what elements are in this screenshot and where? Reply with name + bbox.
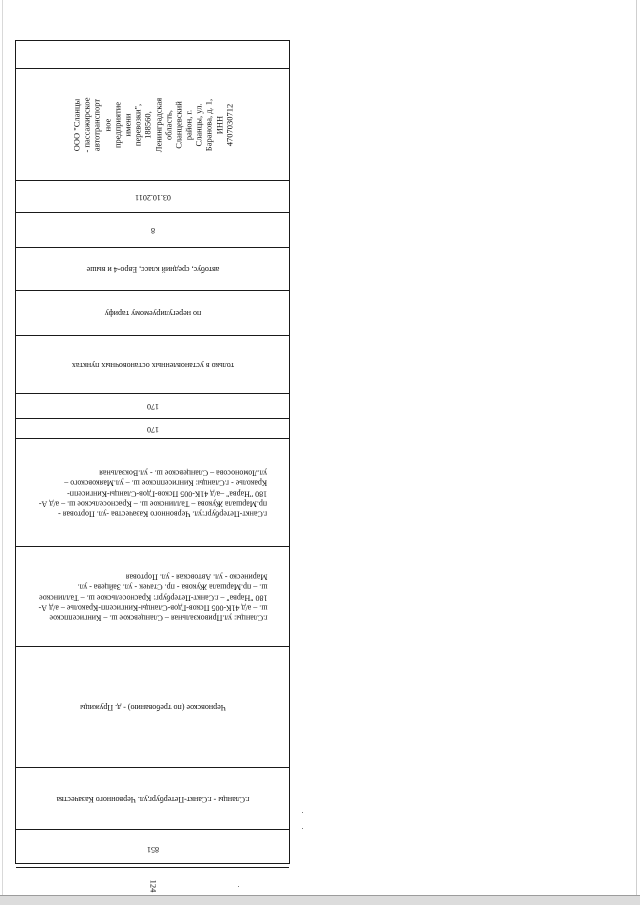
distance-forward: 170 bbox=[146, 424, 159, 434]
streets-forward: г.Сланцы: ул.Привокзальная – Сланцевское ш. – Кингисеппское ш. – а/д 41К-005 Псков-Гдов-Сланцы-Кингисепп-Краколье – а/д А- 180 "Нарва" – г.Санкт-Петербург: Красносельское ш. – Таллинское ш. – пр.Маршала Жукова - пр. Стачек - ул. Зайцева - ул. Маринеско - ул. Автовская - ул. Портовая bbox=[38, 572, 267, 623]
route-name: г.Сланцы - г.Санкт-Петербург,ул. Червонного Казачества bbox=[56, 794, 249, 804]
tariff: по нерегулируемому тарифу bbox=[104, 309, 201, 319]
row-vehicle-type bbox=[16, 247, 289, 290]
vehicle-type: автобус, средний класс, Евро-4 и выше bbox=[86, 265, 219, 275]
row-streets-back bbox=[16, 438, 289, 546]
page-edge bbox=[2, 0, 3, 905]
row-distance-back bbox=[16, 393, 289, 418]
row-registry-number bbox=[16, 867, 289, 903]
stop-procedure: только в установленных остановочных пунктах bbox=[71, 360, 234, 370]
scan-speck bbox=[302, 812, 303, 813]
carrier-info: ООО "Сланцы - пассажирское автотранспорт ное предприятие имени перевозки", 188560, Ленинградская область, Сланцевский район, г. Сланцы, ул. Баранова, д. 1, ИНН 4707030712 bbox=[71, 97, 234, 152]
distance-back: 170 bbox=[146, 402, 159, 412]
row-tariff bbox=[16, 290, 289, 335]
row-distance-forward bbox=[16, 418, 289, 438]
row-route-number bbox=[16, 829, 289, 867]
row-stop-procedure bbox=[16, 335, 289, 393]
row-carrier bbox=[16, 68, 289, 180]
row-blank bbox=[16, 41, 289, 68]
row-vehicle-count bbox=[16, 212, 289, 247]
row-route-name bbox=[16, 767, 289, 829]
vehicle-count: 8 bbox=[150, 226, 155, 236]
row-start-date bbox=[16, 180, 289, 212]
page-edge bbox=[636, 0, 637, 905]
streets-back: г.Санкт-Петербург:ул. Червонного Казачества -ул. Портовая - пр.Маршала Жукова – Таллинское ш. – Красносельское ш. – а/д А- 180 "Нарва" –а/д 41К-005 Псков-Гдов-Сланцы-Кингисепп- Кракольe - г.Сланцы: Кингисеппское ш. – ул.Маяковского – ул.Ломоносова – Сланцевское ш. - ул.Вокзальная bbox=[38, 468, 267, 519]
row-intermediate-stops bbox=[16, 646, 289, 767]
intermediate-stops: Черновское (по требованию) - д. Пружицы bbox=[79, 703, 226, 713]
scan-speck bbox=[302, 828, 303, 829]
start-date: 03.10.2011 bbox=[134, 192, 171, 202]
route-registry-table bbox=[15, 40, 290, 892]
route-number: 851 bbox=[146, 844, 159, 854]
row-streets-forward bbox=[16, 546, 289, 646]
registry-number: 124 bbox=[147, 879, 158, 892]
